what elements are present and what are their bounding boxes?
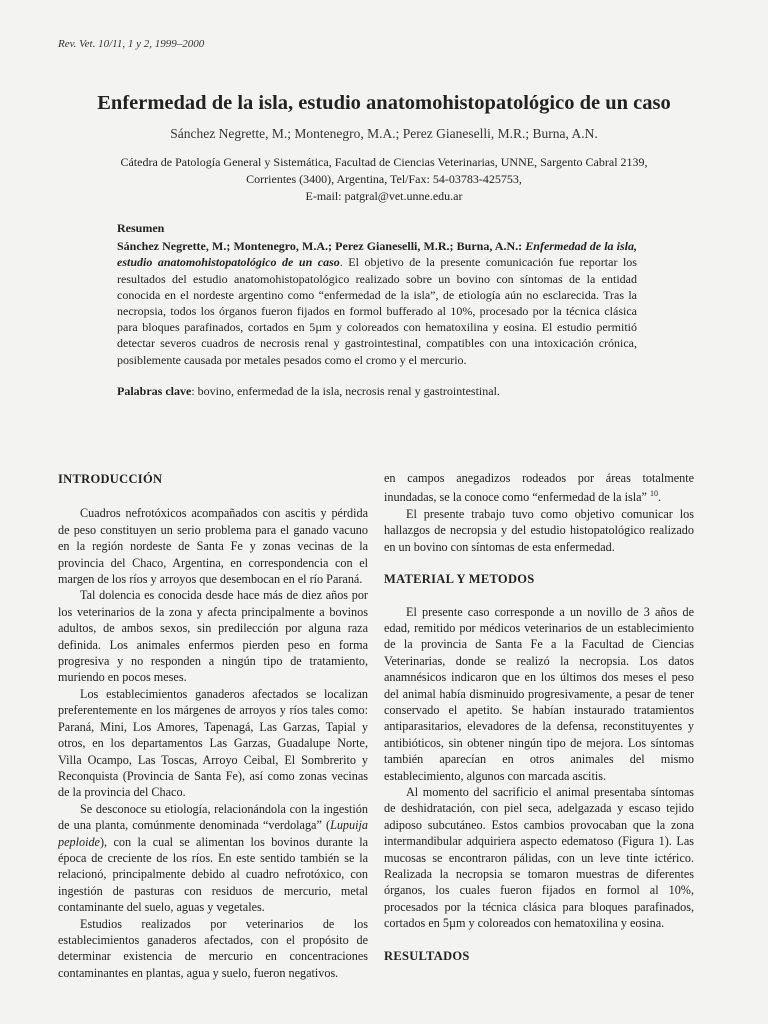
methods-heading: MATERIAL Y METODOS bbox=[384, 572, 535, 587]
reference-marker: 10 bbox=[649, 489, 658, 499]
paragraph-text: ), con la cual se alimentan los bovinos durante la época de creciente de los ríos. En este sentido también se la relacionó, principalmente debido al cuadro nefrotóxico, con ingestión de pasturas con residuos de mercurio, metal contaminante del suelo, aguas y vegetales. bbox=[58, 834, 368, 915]
left-column bbox=[58, 467, 368, 981]
paragraph: Al momento del sacrificio el animal presentaba síntomas de deshidratación, con piel seca, adelgazada y escaso tejido adiposo subcutáneo. Estos cambios provocaban que la zona intermandibular adquiriera aspecto edematoso (Figura 1). Las mucosas se encontraron pálidas, con un leve tinte ictérico. Realizada la necropsia se tomaron muestras de diferentes órganos, los cuales fueron fijados en formol al 10%, procesados por la técnica clásica para bloques parafinados, cortados en 5µm y coloreados con hematoxilina y eosina. bbox=[384, 784, 694, 931]
abstract-text: . El objetivo de la presente comunicación fue reportar los resultados del estudio anatomohistopatológico realizado sobre un bovino con síntomas de la entidad conocida en el nordeste argentino como “enfermedad de la isla”, de etiología aún no esclarecida. Tras la necropsia, todos los órganos fueron fijados en formol bufferado al 10%, procesado por la técnica clásica para bloques parafinados, cortados en 5µm y coloreados con hematoxilina y eosina. El estudio permitió detectar severos cuadros de necrosis renal y gastrointestinal, compatibles con una intoxicación crónica, posiblemente causada por metales pesados como el cromo y el mercurio. bbox=[117, 255, 637, 367]
results-heading: RESULTADOS bbox=[384, 948, 470, 963]
paragraph: El presente trabajo tuvo como objetivo comunicar los hallazgos de necropsia y del estudio histopatológico realizado en un bovino con síntomas de esta enfermedad. bbox=[384, 506, 694, 554]
right-column bbox=[384, 470, 694, 980]
affiliation bbox=[60, 154, 708, 205]
abstract-authors: Sánchez Negrette, M.; Montenegro, M.A.; Perez Gianeselli, M.R.; Burna, A.N.: bbox=[117, 239, 523, 254]
author-list: Sánchez Negrette, M.; Montenegro, M.A.; Perez Gianeselli, M.R.; Burna, A.N. bbox=[170, 126, 598, 141]
paragraph-text: Se desconoce su etiología, relacionándola con la ingestión de una planta, comúnmente denominada “verdolaga” ( bbox=[58, 801, 368, 833]
paragraph-text: en campos anegadizos rodeados por áreas totalmente inundadas, se la conoce como “enfermedad de la isla” bbox=[384, 471, 694, 505]
affiliation-line: Corrientes (3400), Argentina, Tel/Fax: 54-03783-425753, bbox=[246, 172, 522, 186]
paragraph: Estudios realizados por veterinarios de los establecimientos ganaderos afectados, con el propósito de determinar existencia de mercurio en concentraciones contaminantes en plantas, agua y suelo, fueron negativos. bbox=[58, 916, 368, 980]
abstract-heading: Resumen bbox=[117, 221, 165, 235]
paragraph-text: . bbox=[657, 490, 662, 505]
introduction-heading: INTRODUCCIÓN bbox=[58, 472, 163, 486]
paragraph bbox=[58, 801, 368, 916]
abstract bbox=[117, 220, 637, 399]
keywords bbox=[117, 383, 637, 399]
keywords-text: : bovino, enfermedad de la isla, necrosis renal y gastrointestinal. bbox=[191, 383, 500, 398]
paragraph bbox=[384, 470, 694, 506]
journal-citation: Rev. Vet. 10/11, 1 y 2, 1999–2000 bbox=[58, 38, 205, 50]
paragraph: Cuadros nefrotóxicos acompañados con ascitis y pérdida de peso constituyen un serio problema para el ganado vacuno en la región nordeste de Santa Fe y zonas vecinas de la provincia del Chaco, Argentina, en correspondencia con el margen de los ríos y arroyos que desembocan en el río Paraná. bbox=[58, 506, 368, 587]
abstract-title: Enfermedad de la isla, estudio anatomohistopatológico de un caso bbox=[117, 239, 638, 270]
affiliation-line: Cátedra de Patología General y Sistemática, Facultad de Ciencias Veterinarias, UNNE, Sargento Cabral 2139, bbox=[120, 155, 648, 169]
paragraph: Los establecimientos ganaderos afectados se localizan preferentemente en los márgenes de arroyos y ríos tales como: Paraná, Mini, Los Amores, Tapenagá, Las Garzas, Tapial y otros, en los departamentos Las Garzas, Guadalupe Norte, Villa Ocampo, Las Toscas, Arroyo Ceibal, El Sombrerito y Reconquista (Provincia de Santa Fe), así como zonas vecinas de la provincia del Chaco. bbox=[58, 686, 368, 800]
abstract-body bbox=[117, 238, 637, 368]
affiliation-email: E-mail: patgral@vet.unne.edu.ar bbox=[305, 189, 463, 203]
keywords-label: Palabras clave bbox=[117, 383, 192, 398]
paragraph: Tal dolencia es conocida desde hace más de diez años por los veterinarios de la zona y afecta principalmente a bovinos adultos, de ambos sexos, sin predilección por alguna raza definida. Los animales enfermos pierden peso en forma progresiva y no responden a ningún tipo de tratamiento, muriendo en pocos meses. bbox=[58, 588, 368, 685]
paragraph: El presente caso corresponde a un novillo de 3 años de edad, remitido por médicos veterinarios de un establecimiento de la provincia de Santa Fe a la Facultad de Ciencias Veterinarias, donde se realizó la necropsia. Los datos anamnésicos indicaron que en los últimos dos meses el peso del animal había disminuido progresivamente, a pesar de tener conservado el apetito. Se habían instaurado tratamientos antiparasitarios, elevadores de la defensa, reconstituyentes y antibióticos, sin obtener ningún tipo de mejora. Los síntomas también aparecían en otros animales del mismo establecimiento, algunos con marcada ascitis. bbox=[384, 604, 694, 783]
species-name: Lupuija peploide bbox=[58, 818, 368, 849]
article-title: Enfermedad de la isla, estudio anatomohistopatológico de un caso bbox=[97, 92, 671, 114]
